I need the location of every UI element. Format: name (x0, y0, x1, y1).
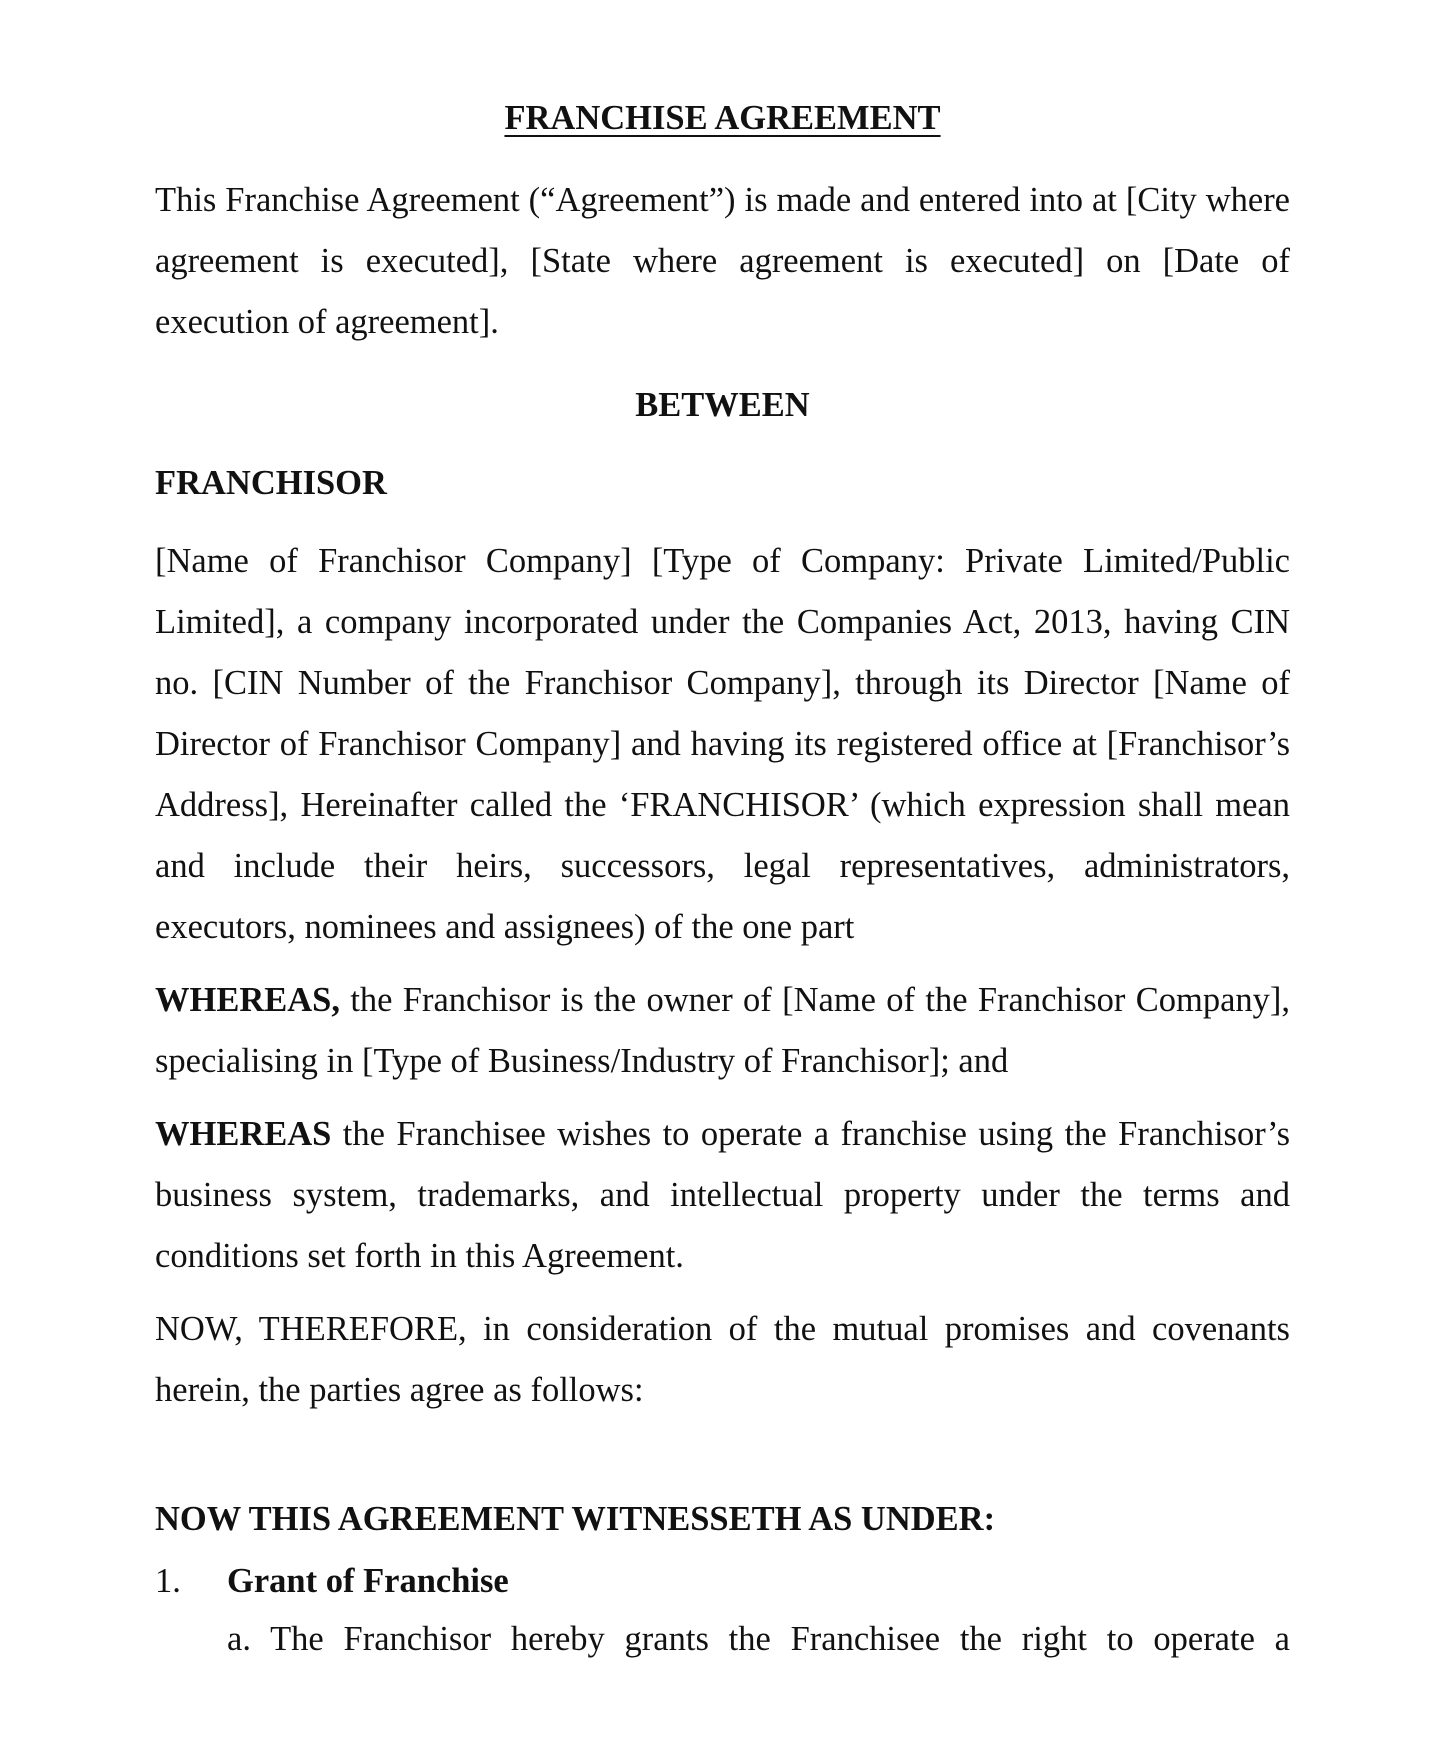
whereas-lead-2: WHEREAS (155, 1115, 332, 1153)
witnesseth-heading: NOW THIS AGREEMENT WITNESSETH AS UNDER: (155, 1500, 996, 1538)
document-title: FRANCHISE AGREEMENT (504, 99, 941, 137)
clause-1-sub-a: a. The Franchisor hereby grants the Franchisee the right to operate a (227, 1620, 1290, 1658)
between-heading: BETWEEN (635, 386, 810, 424)
whereas-paragraph-2 (155, 1104, 1290, 1287)
clause-1-heading (155, 1559, 1290, 1603)
document-body (155, 96, 1290, 1661)
whereas-text-1: the Franchisor is the owner of [Name of the Franchisor Company], specialising in [Type of Business/Industry of Franchisor]; and (155, 981, 1290, 1080)
whereas-paragraph-1 (155, 970, 1290, 1092)
whereas-lead-1: WHEREAS, (155, 981, 340, 1019)
clause-1-number: 1. (155, 1562, 181, 1600)
franchisor-paragraph: [Name of Franchisor Company] [Type of Company: Private Limited/Public Limited], a company incorporated under the Companies Act, 2013, having CIN no. [CIN Number of the Franchisor Company], through its Director [Name of Director of Franchisor Company] and having its registered office at [Franchisor’s Address], Hereinafter called the ‘FRANCHISOR’ (which expression shall mean and include their heirs, successors, legal representatives, administrators, executors, nominees and assignees) of the one part (155, 542, 1290, 946)
now-therefore-paragraph: NOW, THEREFORE, in consideration of the mutual promises and covenants herein, the parties agree as follows: (155, 1310, 1290, 1409)
intro-paragraph: This Franchise Agreement (“Agreement”) is made and entered into at [City where agreement is executed], [State where agreement is executed] on [Date of execution of agreement]. (155, 181, 1290, 341)
whereas-text-2: the Franchisee wishes to operate a franchise using the Franchisor’s business system, trademarks, and intellectual property under the terms and conditions set forth in this Agreement. (155, 1115, 1290, 1275)
clause-1-title: Grant of Franchise (227, 1562, 509, 1600)
franchisor-heading: FRANCHISOR (155, 464, 387, 502)
